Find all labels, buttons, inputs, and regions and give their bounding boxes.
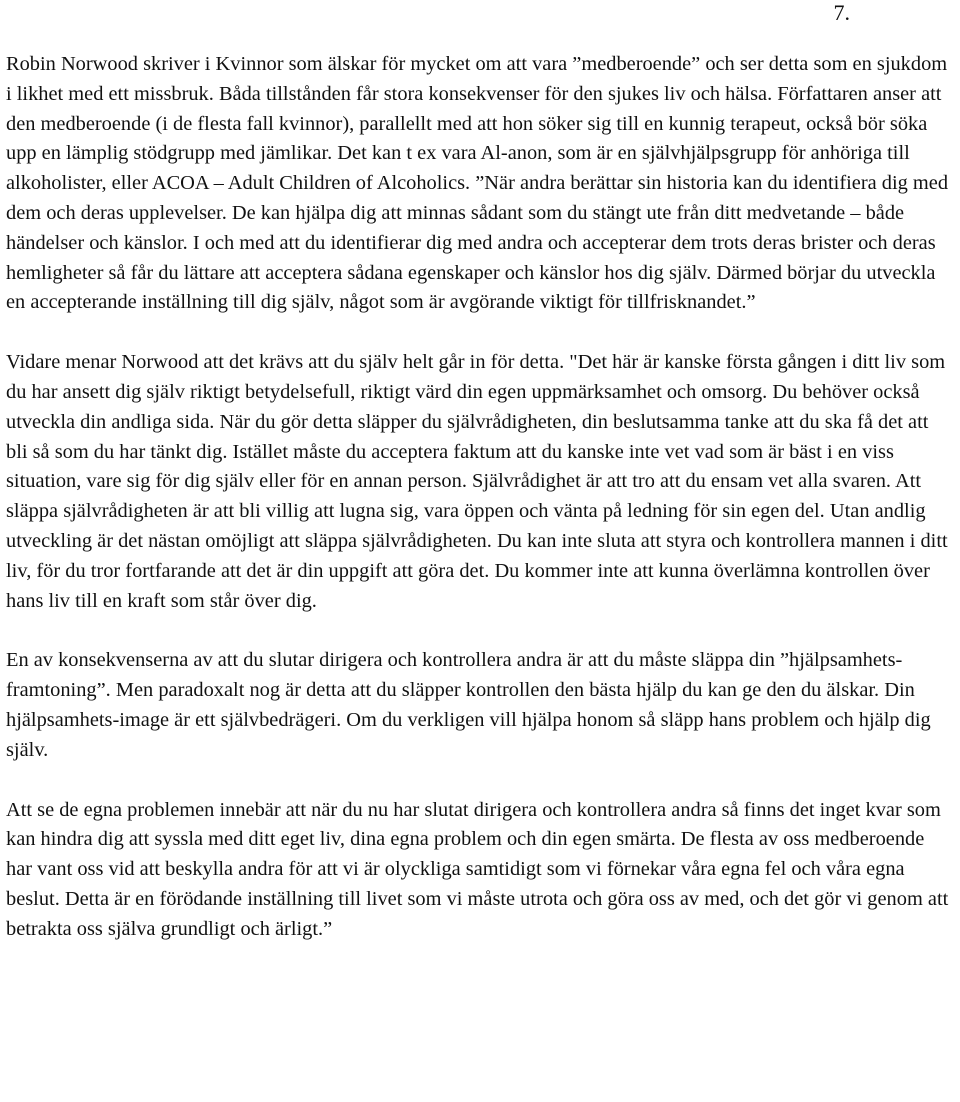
paragraph-1: Robin Norwood skriver i Kvinnor som älskar för mycket om att vara ”medberoende” och ser detta som en sjukdom i likhet med ett missbruk. Båda tillstånden får stora konsekvenser för den sjukes liv och hälsa. Författaren anser att den medberoende (i de flesta fall kvinnor), parallellt med att hon söker sig till en kunnig terapeut, också bör söka upp en lämplig stödgrupp med jämlikar. Det kan t ex vara Al-anon, som är en självhjälpsgrupp för anhöriga till alkoholister, eller ACOA – Adult Children of Alcoholics. ”När andra berättar sin historia kan du identifiera dig med dem och deras upplevelser. De kan hjälpa dig att minnas sådant som du stängt ute från ditt medvetande – både händelser och känslor. I och med att du identifierar dig med andra och accepterar dem trots deras brister och deras hemligheter så får du lättare att acceptera sådana egenskaper och känslor hos dig själv. Därmed börjar du utveckla en accepterande inställning till dig själv, något som är avgörande viktigt för tillfrisknandet.” xyxy=(6,53,949,314)
page-number: 7. xyxy=(833,0,850,25)
paragraph-2: Vidare menar Norwood att det krävs att du själv helt går in för detta. "Det här är kanske första gången i ditt liv som du har ansett dig själv riktigt betydelsefull, riktigt värd din egen uppmärksamhet och omsorg. Du behöver också utveckla din andliga sida. När du gör detta släpper du självrådigheten, din beslutsamma tanke att du ska få det att bli så som du har tänkt dig. Istället måste du acceptera faktum att du kanske inte vet vad som är bäst i en viss situation, vare sig för dig själv eller för en annan person. Självrådighet är att tro att du ensam vet alla svaren. Att släppa självrådigheten är att bli villig att lugna sig, vara öppen och vänta på ledning för sin egen del. Utan andlig utveckling är det nästan omöjligt att släppa självrådigheten. Du kan inte sluta att styra och kontrollera mannen i ditt liv, för du tror fortfarande att det är din uppgift att göra det. Du kommer inte att kunna överlämna kontrollen över hans liv till en kraft som står över dig. xyxy=(6,351,948,612)
paragraph-3: En av konsekvenserna av att du slutar dirigera och kontrollera andra är att du måste släppa din ”hjälpsamhets-framtoning”. Men paradoxalt nog är detta att du släpper kontrollen den bästa hjälp du kan ge den du älskar. Din hjälpsamhets-image är ett självbedrägeri. Om du verkligen vill hjälpa honom så släpp hans problem och hjälp dig själv. xyxy=(6,649,931,761)
document-body xyxy=(6,50,954,945)
paragraph-4: Att se de egna problemen innebär att när du nu har slutat dirigera och kontrollera andra så finns det inget kvar som kan hindra dig att syssla med ditt eget liv, dina egna problem och din egen smärta. De flesta av oss medberoende har vant oss vid att beskylla andra för att vi är olyckliga samtidigt som vi förnekar våra egna fel och våra egna beslut. Detta är en förödande inställning till livet som vi måste utrota och göra oss av med, och det gör vi genom att betrakta oss själva grundligt och ärligt.” xyxy=(6,798,949,940)
